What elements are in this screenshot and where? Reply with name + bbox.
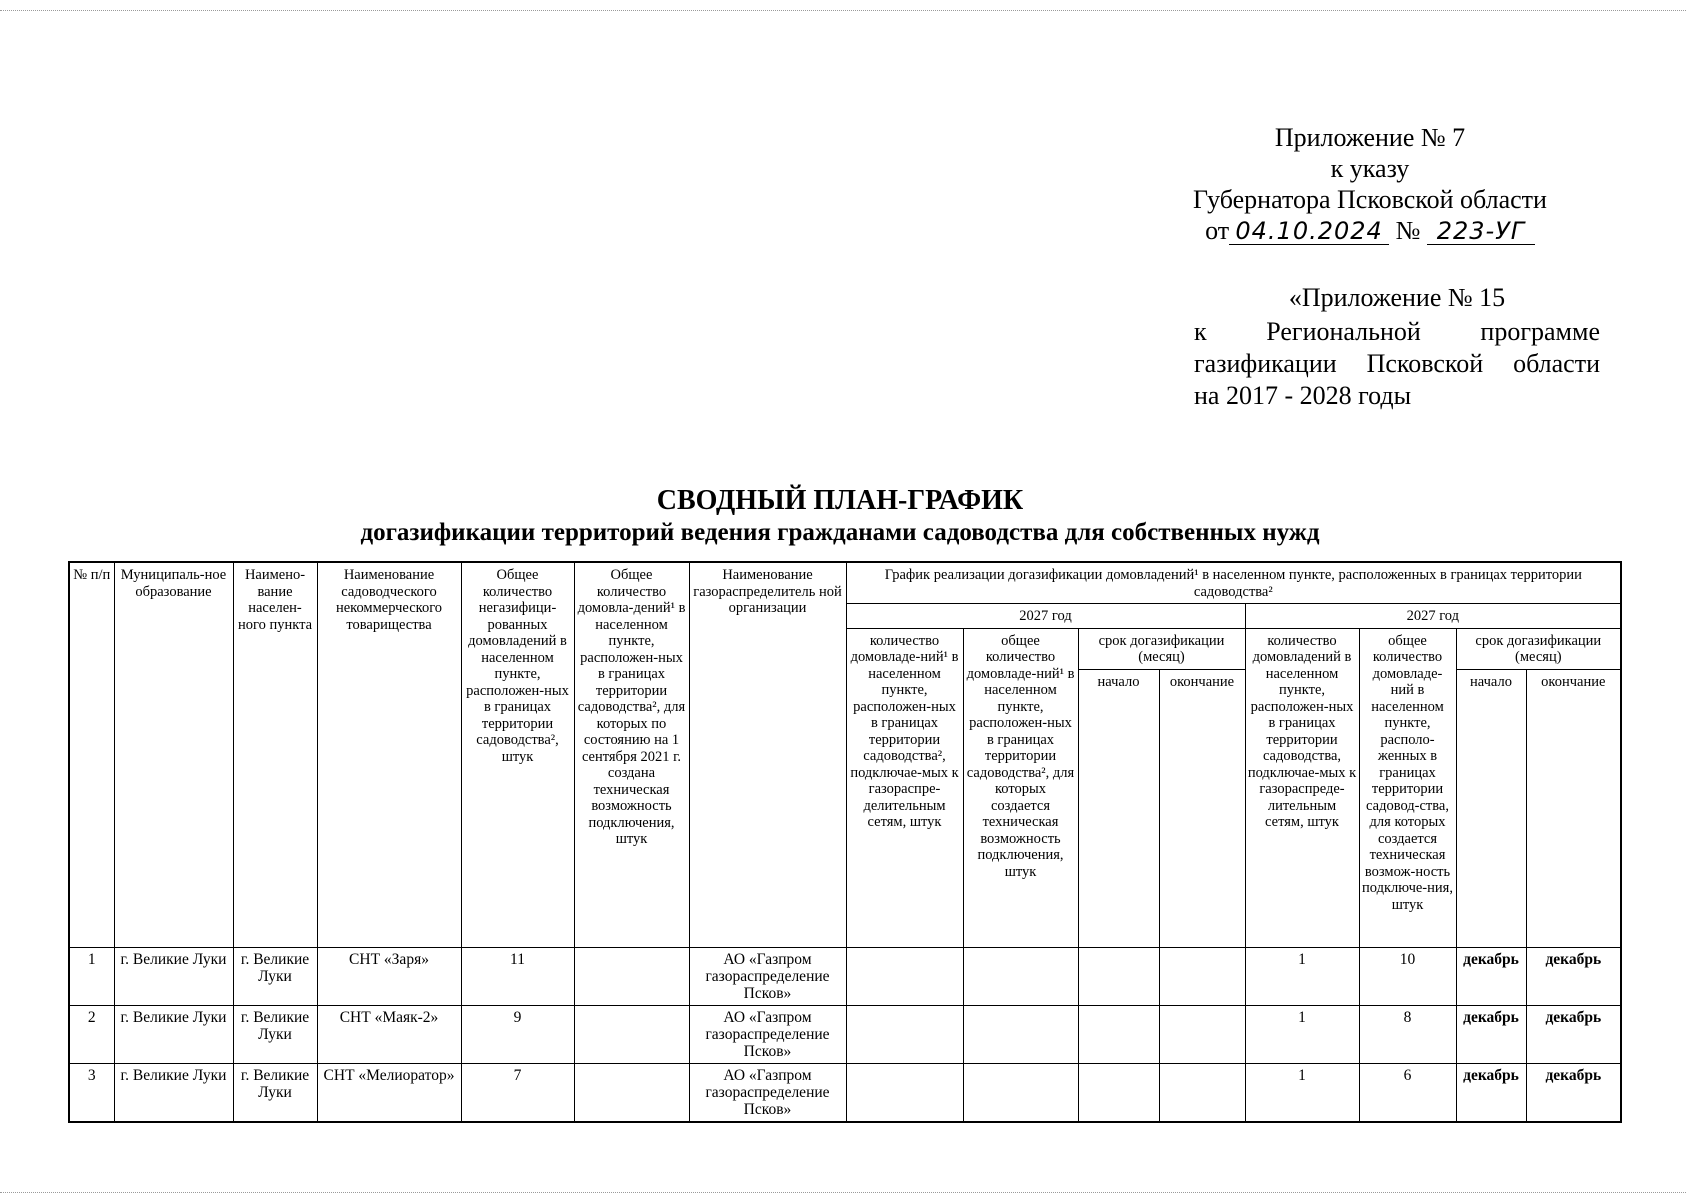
- cell-num: 1: [69, 947, 114, 1005]
- cell-total-possible: [574, 1005, 689, 1063]
- cell-a-count: [846, 947, 963, 1005]
- table-row: [69, 947, 1621, 1005]
- cell-a-count: [846, 1005, 963, 1063]
- cell-a-end: [1159, 947, 1245, 1005]
- cell-settlement: г. Великие Луки: [233, 1063, 317, 1122]
- date-prefix: от: [1205, 216, 1230, 245]
- cell-b-count: 1: [1245, 947, 1359, 1005]
- cell-municipality: г. Великие Луки: [114, 1063, 233, 1122]
- cell-b-count: 1: [1245, 1005, 1359, 1063]
- header-b-end: окончание: [1526, 669, 1621, 947]
- cell-a-end: [1159, 1005, 1245, 1063]
- cell-total-possible: [574, 947, 689, 1005]
- handwritten-number: 223-УГ: [1427, 218, 1535, 245]
- cell-b-start: декабрь: [1456, 1005, 1526, 1063]
- cell-num: 2: [69, 1005, 114, 1063]
- cell-b-end: декабрь: [1526, 1005, 1621, 1063]
- header-total-possible: Общее количество домовла-дений¹ в населенном пункте, расположен-ных в границах территории садоводства², для которых по состоянию на 1 сентября 2021 г. создана техническая возможность подключения, штук: [574, 562, 689, 947]
- cell-b-start: декабрь: [1456, 1063, 1526, 1122]
- header-b-total: общее количество домовладе-ний в населенном пункте, располо-женных в границах территории садовод-ства, для которых создается техническая возмож-ность подключе-ния, штук: [1359, 628, 1456, 947]
- header-snt: Наименование садоводческого некоммерческого товарищества: [317, 562, 461, 947]
- header-a-count: количество домовладе-ний¹ в населенном пункте, расположен-ных в границах территории садоводства², подключае-мых к газораспре-делительным сетям, штук: [846, 628, 963, 947]
- appendix-block: [1160, 122, 1580, 246]
- cell-b-total: 10: [1359, 947, 1456, 1005]
- header-a-term: срок догазификации (месяц): [1078, 628, 1245, 669]
- cell-a-start: [1078, 1005, 1159, 1063]
- cell-b-total: 6: [1359, 1063, 1456, 1122]
- cell-gas-org: АО «Газпром газораспределение Псков»: [689, 1063, 846, 1122]
- cell-snt: СНТ «Маяк-2»: [317, 1005, 461, 1063]
- cell-b-count: 1: [1245, 1063, 1359, 1122]
- cell-b-end: декабрь: [1526, 947, 1621, 1005]
- appendix-line-2: к указу: [1330, 154, 1410, 183]
- header-a-total: общее количество домовладе-ний¹ в населенном пункте, расположен-ных в границах территории садоводства², для которых создается техническая возможность подключения, штук: [963, 628, 1078, 947]
- cell-a-total: [963, 1063, 1078, 1122]
- handwritten-date: 04.10.2024: [1229, 218, 1389, 245]
- amendment-line-2: к Региональной программе: [1194, 317, 1600, 346]
- header-year-a: 2027 год: [846, 604, 1245, 629]
- header-num: № п/п: [69, 562, 114, 947]
- table-row: [69, 1005, 1621, 1063]
- document-title: [70, 484, 1610, 548]
- cell-municipality: г. Великие Луки: [114, 1005, 233, 1063]
- amendment-block: [1194, 282, 1600, 412]
- header-gas-org: Наименование газораспределитель ной организации: [689, 562, 846, 947]
- cell-a-total: [963, 947, 1078, 1005]
- header-b-count: количество домовладений в населенном пункте, расположен-ных в границах территории садоводства, подключае-мых к газораспреде-лительным сетям, штук: [1245, 628, 1359, 947]
- cell-b-start: декабрь: [1456, 947, 1526, 1005]
- cell-a-start: [1078, 1063, 1159, 1122]
- cell-total-nongasified: 7: [461, 1063, 574, 1122]
- table-row: [69, 1063, 1621, 1122]
- number-prefix: №: [1395, 216, 1421, 245]
- cell-b-end: декабрь: [1526, 1063, 1621, 1122]
- cell-num: 3: [69, 1063, 114, 1122]
- cell-settlement: г. Великие Луки: [233, 1005, 317, 1063]
- header-a-start: начало: [1078, 669, 1159, 947]
- amendment-line-4: на 2017 - 2028 годы: [1194, 381, 1412, 410]
- cell-gas-org: АО «Газпром газораспределение Псков»: [689, 947, 846, 1005]
- header-b-start: начало: [1456, 669, 1526, 947]
- title-sub: догазификации территорий ведения гражданами садоводства для собственных нужд: [360, 519, 1320, 546]
- header-a-end: окончание: [1159, 669, 1245, 947]
- cell-gas-org: АО «Газпром газораспределение Псков»: [689, 1005, 846, 1063]
- appendix-signature-line: [1160, 215, 1580, 246]
- scan-edge-bottom: [0, 1192, 1686, 1193]
- cell-settlement: г. Великие Луки: [233, 947, 317, 1005]
- cell-a-total: [963, 1005, 1078, 1063]
- cell-total-nongasified: 11: [461, 947, 574, 1005]
- appendix-line-1: Приложение № 7: [1274, 123, 1466, 152]
- header-schedule: График реализации догазификации домовладений¹ в населенном пункте, расположенных в границах территории садоводства²: [846, 562, 1621, 604]
- cell-total-possible: [574, 1063, 689, 1122]
- header-total-nongasified: Общее количество негазифици-рованных домовладений в населенном пункте, расположен-ных в границах территории садоводства², штук: [461, 562, 574, 947]
- header-year-b: 2027 год: [1245, 604, 1621, 629]
- amendment-line-3: газификации Псковской области: [1194, 349, 1600, 378]
- header-municipality: Муниципаль-ное образование: [114, 562, 233, 947]
- appendix-line-3: Губернатора Псковской области: [1193, 185, 1547, 214]
- cell-snt: СНТ «Заря»: [317, 947, 461, 1005]
- cell-a-start: [1078, 947, 1159, 1005]
- cell-a-end: [1159, 1063, 1245, 1122]
- plan-table: [68, 561, 1622, 1123]
- header-b-term: срок догазификации (месяц): [1456, 628, 1621, 669]
- cell-total-nongasified: 9: [461, 1005, 574, 1063]
- cell-snt: СНТ «Мелиоратор»: [317, 1063, 461, 1122]
- amendment-line-1: «Приложение № 15: [1288, 283, 1506, 312]
- scan-edge-top: [0, 10, 1686, 11]
- cell-a-count: [846, 1063, 963, 1122]
- cell-municipality: г. Великие Луки: [114, 947, 233, 1005]
- title-main: СВОДНЫЙ ПЛАН-ГРАФИК: [656, 485, 1024, 516]
- cell-b-total: 8: [1359, 1005, 1456, 1063]
- header-settlement: Наимено-вание населен-ного пункта: [233, 562, 317, 947]
